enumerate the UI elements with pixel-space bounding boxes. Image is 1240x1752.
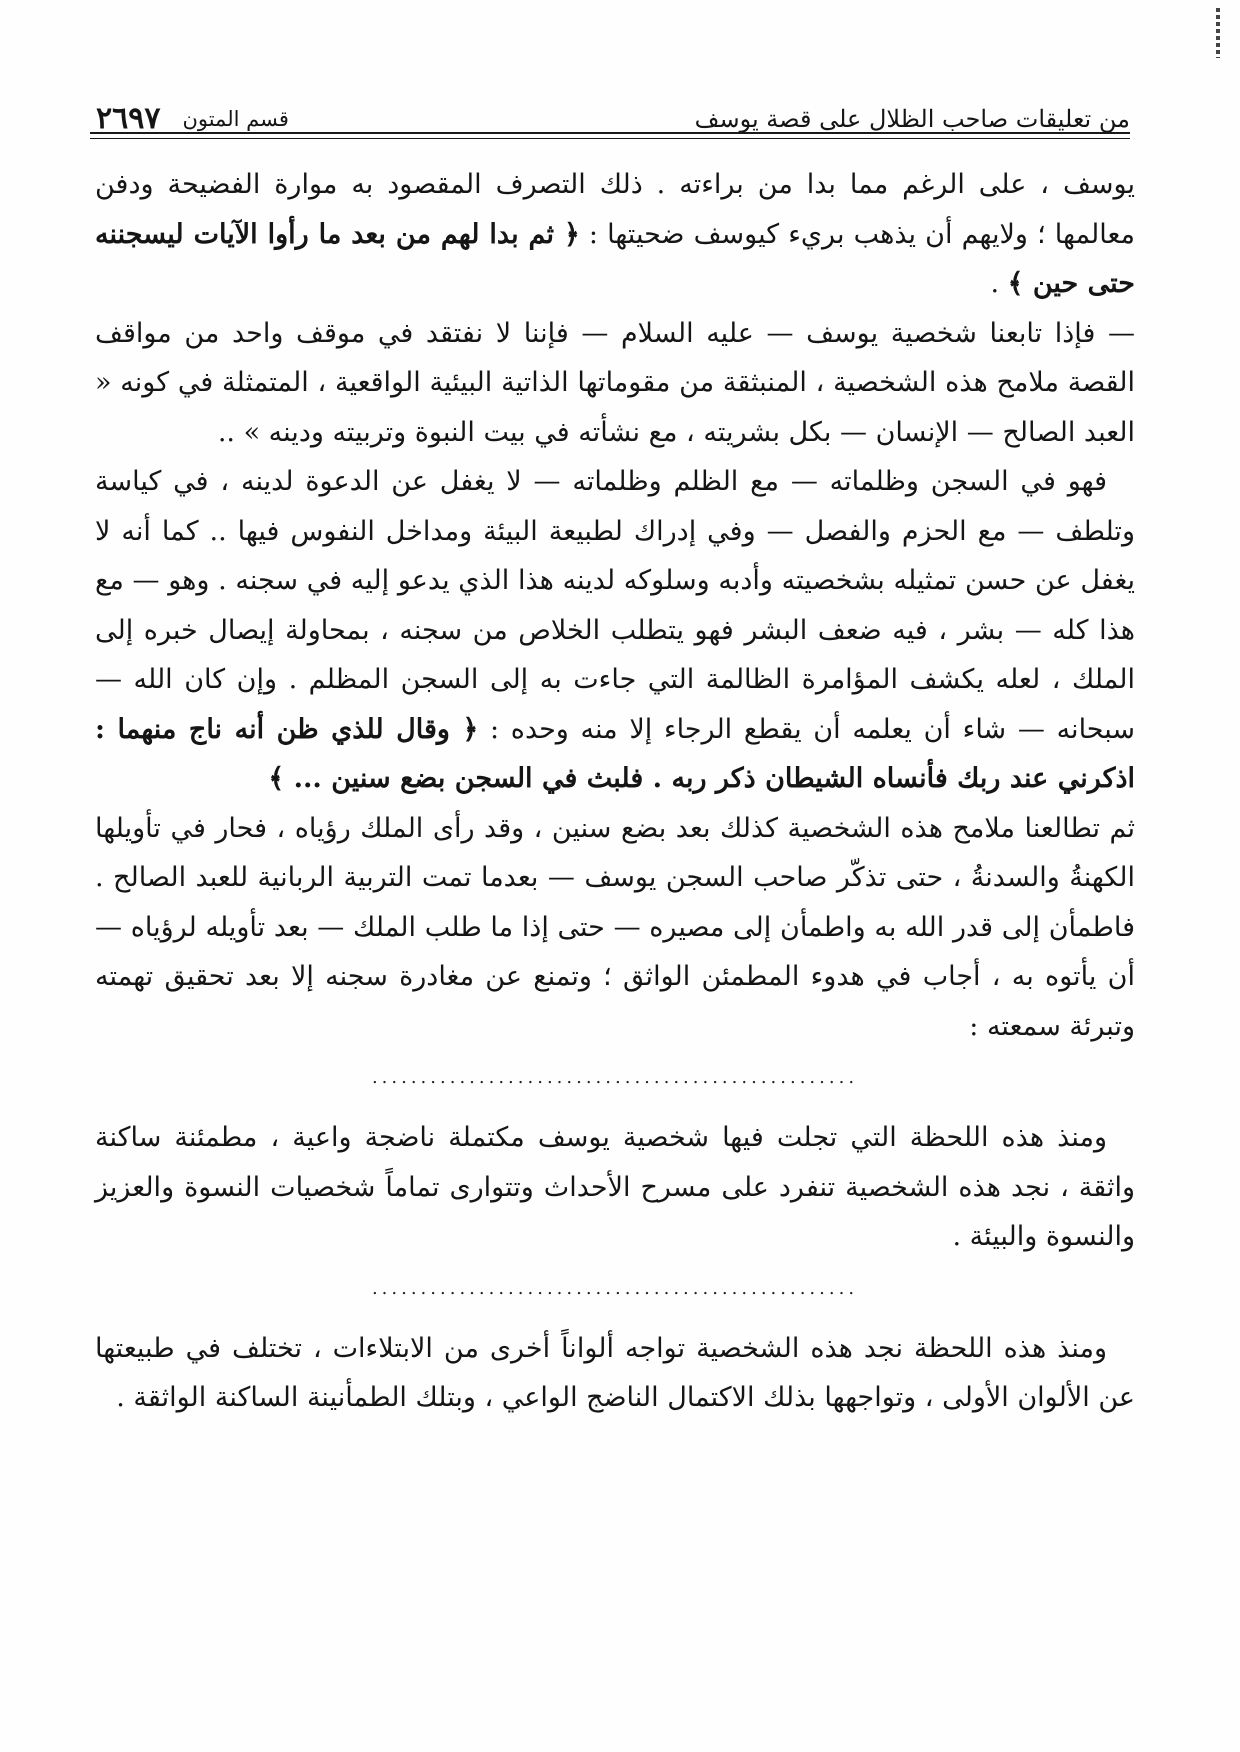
paragraph-3-text: فهو في السجن وظلماته — مع الظلم وظلماته — لا يغفل عن الدعوة لدينه ، في كياسة وتلطف — مع الحزم والفصل — وفي إدراك لطبيعة البيئة ومداخل النفوس فيها .. كما أنه لا يغفل عن حسن تمثيله بشخصيته وأدبه وسلوكه لدينه هذا الذي يدعو إليه في سجنه . وهو — مع هذا كله — بشر ، فيه ضعف البشر فهو يتطلب الخلاص من سجنه ، بمحاولة إيصال خبره إلى الملك ، لعله يكشف المؤامرة الظالمة التي جاءت به إلى السجن المظلم . وإن كان الله — سبحانه — شاء أن يعلمه أن يقطع الرجاء إلا منه وحده :	[95, 466, 1135, 745]
section-separator-2: ..................................................	[371, 1277, 859, 1299]
section-label: قسم المتون	[182, 107, 289, 131]
paragraph-2: — فإذا تابعنا شخصية يوسف — عليه السلام — فإننا لا نفتقد في موقف واحد من مواقف القصة ملامح هذه الشخصية ، المنبثقة من مقوماتها الذاتية البيئية الواقعية ، المتمثلة في كونه « العبد الصالح — الإنسان — بكل بشريته ، مع نشأته في بيت النبوة وتربيته ودينه » ..	[95, 317, 1135, 448]
quran-quote-1: ﴿ ثم بدا لهم من بعد ما رأوا الآيات ليسجننه حتى حين ﴾	[95, 218, 1135, 299]
running-title: من تعليقات صاحب الظلال على قصة يوسف	[694, 105, 1130, 133]
page-number: ٢٦٩٧	[96, 101, 161, 136]
paragraph-3	[95, 457, 1135, 804]
header-rule-thin	[90, 138, 1130, 139]
section-separator-1: ..................................................	[371, 1067, 859, 1088]
body-text	[95, 160, 1135, 1423]
paragraph-5: ومنذ هذه اللحظة التي تجلت فيها شخصية يوسف مكتملة ناضجة واعية ، مطمئنة ساكنة واثقة ، نجد هذه الشخصية تنفرد على مسرح الأحداث وتتوارى تماماً شخصيات النسوة والعزيز والنسوة والبيئة .	[95, 1122, 1135, 1252]
quran-quote-2: ﴿ وقال للذي ظن أنه ناج منهما : اذكرني عند ربك فأنساه الشيطان ذكر ربه . فلبث في السجن بضع سنين ... ﴾	[95, 713, 1135, 794]
header-rule	[90, 132, 1130, 134]
paragraph-4: ثم تطالعنا ملامح هذه الشخصية كذلك بعد بضع سنين ، وقد رأى الملك رؤياه ، فحار في تأويلها الكهنةُ والسدنةُ ، حتى تذكّر صاحب السجن يوسف — بعدما تمت التربية الربانية للعبد الصالح . فاطمأن إلى قدر الله به واطمأن إلى مصيره — حتى إذا ما طلب الملك — بعد تأويله لرؤياه — أن يأتوه به ، أجاب في هدوء المطمئن الواثق ؛ وتمنع عن مغادرة سجنه إلا بعد تحقيق تهمته وتبرئة سمعته :	[95, 812, 1135, 1042]
header-left-group	[96, 101, 289, 136]
paragraph-1-end: .	[990, 268, 1008, 299]
paragraph-1	[95, 160, 1135, 309]
paragraph-1-text: يوسف ، على الرغم مما بدا من براءته . ذلك التصرف المقصود به موارة الفضيحة ودفن معالمها ؛ ولايهم أن يذهب بريء كيوسف ضحيتها :	[95, 169, 1135, 250]
margin-scan-mark	[1216, 8, 1220, 58]
paragraph-6: ومنذ هذه اللحظة نجد هذه الشخصية تواجه ألواناً أخرى من الابتلاءات ، تختلف في طبيعتها عن الألوان الأولى ، وتواجهها بذلك الاكتمال الناضج الواعي ، وبتلك الطمأنينة الساكنة الواثقة .	[95, 1332, 1135, 1413]
page-header	[96, 82, 1130, 134]
